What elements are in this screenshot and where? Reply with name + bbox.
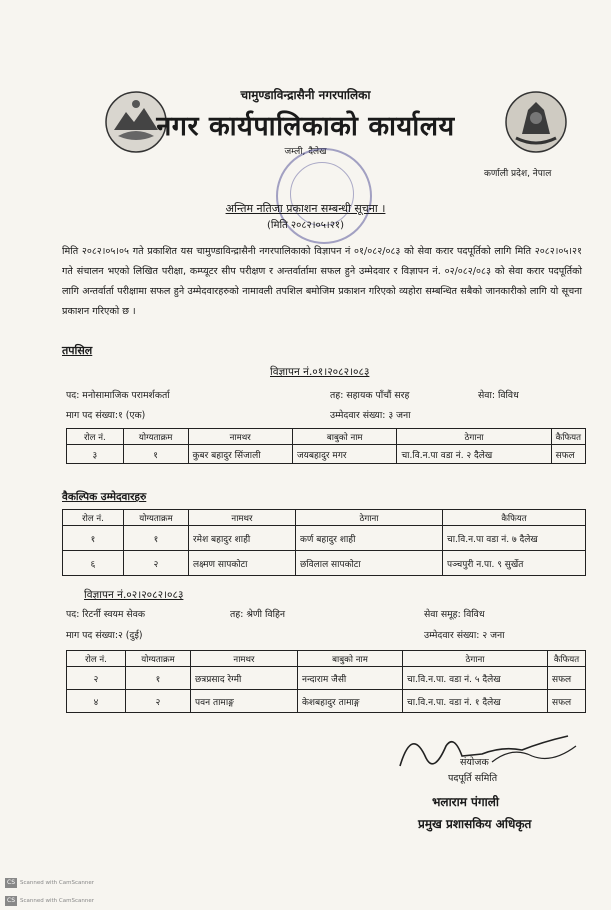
table-header-row [67,429,586,445]
cell: चा.वि.न.पा. वडा नं. ५ दैलेख [403,667,548,690]
notice-paragraph: मिति २०८२।०५।०५ गते प्रकाशित यस चामुण्डाविन्द्रासैनी नगरपालिकाको विज्ञापन नं ०१/०८२/०८३ को सेवा करार पदपूर्तिको लागि मिति २०८२।०५।२१ गते संचालन भएको लिखित परीक्षा, कम्प्यूटर सीप परीक्षण र अन्तर्वार्तामा सफल हुने उम्मेदवार र विज्ञापन नं. ०२/०८२/०८३ को सेवा करार पदपूर्तिको लागि अन्तर्वार्ता परीक्षामा सफल हुने उम्मेदवारहरुको नामावली तपशिल बमोजिम प्रकाशन गरिएको व्यहोरा सम्बन्धित सबैको जानकारीको लागि यो सूचना प्रकाशन गरिएको छ । [62,246,582,317]
col-header: नामथर [191,651,298,667]
col-header: ठेगाना [397,429,551,445]
cell: छत्रप्रसाद रेग्मी [191,667,298,690]
ad1-candidates: उम्मेदवार संख्या: ३ जना [330,410,411,421]
cell: केशबहादुर तामाङ्ग [298,690,403,713]
notice-title: अन्तिम नतिजा प्रकाशन सम्बन्धी सूचना । [225,202,386,215]
ad1-level: तह: सहायक पाँचौं सरह [330,390,410,401]
cell: १ [126,667,191,690]
col-header: नामथर [189,510,296,526]
col-header: रोल नं. [67,429,124,445]
office-address: जम्ली, दैलेख [284,147,327,157]
cell: लक्ष्मण सापकोटा [189,551,296,576]
ad2-service: सेवा समूह: विविध [424,609,485,620]
cell: छविलाल सापकोटा [296,551,443,576]
cell: सफल [548,667,586,690]
signatory-name: भलाराम पंगाली [432,795,499,809]
signature-role-committee: पदपूर्ति समिति [448,773,498,784]
cell: कुबर बहादुर सिंजाली [188,445,292,464]
cell: ४ [67,690,126,713]
cell: नन्दाराम जैसी [298,667,403,690]
province-label: कर्णाली प्रदेश, नेपाल [484,169,552,179]
table-row [63,551,586,576]
cell: २ [124,551,189,576]
ad2-heading: विज्ञापन नं.०२।२०८२।०८३ [84,589,184,601]
cell: १ [124,526,189,551]
cell: ६ [63,551,124,576]
col-header: रोल नं. [63,510,124,526]
col-header: कैफियत [551,429,585,445]
table-row [67,667,586,690]
cell: १ [63,526,124,551]
col-header: बाबुको नाम [298,651,403,667]
ad2-post: पद: रिटर्नी स्वयम सेवक [66,609,146,620]
cell: चा.वि.न.पा वडा नं. ७ दैलेख [443,526,586,551]
col-header: ठेगाना [296,510,443,526]
table-row [63,526,586,551]
table-row [67,690,586,713]
table-row [67,445,586,464]
cell: २ [67,667,126,690]
cell: २ [126,690,191,713]
camscanner-logo-icon: CS [7,897,15,904]
cell: चा.वि.न.पा. वडा नं. १ दैलेख [403,690,548,713]
cell: पवन तामाङ्ग [191,690,298,713]
ad1-post: पद: मनोसामाजिक परामर्शकर्ता [66,390,170,401]
cell: कर्ण बहादुर शाही [296,526,443,551]
cell: ३ [67,445,124,464]
cell: चा.वि.न.पा वडा नं. २ दैलेख [397,445,551,464]
col-header: कैफियत [548,651,586,667]
cell: रमेश बहादुर शाही [189,526,296,551]
ad1-table [66,428,586,464]
col-header: योग्यताक्रम [124,510,189,526]
cell: १ [123,445,188,464]
office-title: नगर कार्यपालिकाको कार्यालय [156,111,455,142]
cell: सफल [548,690,586,713]
scan-watermark: Scanned with CamScanner [20,898,94,904]
signatory-title: प्रमुख प्रशासकिय अधिकृत [418,817,532,831]
col-header: नामथर [188,429,292,445]
municipality-name: चामुण्डाविन्द्रासैनी नगरपालिका [240,88,371,102]
col-header: योग्यताक्रम [123,429,188,445]
col-header: रोल नं. [67,651,126,667]
cell: जयबहादुर मगर [292,445,397,464]
ad1-service: सेवा: विविध [478,390,519,401]
col-header: ठेगाना [403,651,548,667]
camscanner-logo-icon: CS [7,879,15,886]
col-header: बाबुको नाम [292,429,397,445]
cell: पञ्चपुरी न.पा. ९ सुर्खेत [443,551,586,576]
ad2-candidates: उम्मेदवार संख्या: २ जना [424,630,505,641]
cell: सफल [551,445,585,464]
alt-heading: वैकल्पिक उम्मेदवारहरु [62,491,147,503]
col-header: कैफियत [443,510,586,526]
ad2-table [66,650,586,713]
scan-watermark: Scanned with CamScanner [20,880,94,886]
ad1-heading: विज्ञापन नं.०१।२०८२।०८३ [270,366,370,378]
col-header: योग्यताक्रम [126,651,191,667]
ad1-demand: माग पद संख्या:१ (एक) [66,410,146,421]
table-header-row [67,651,586,667]
ad2-demand: माग पद संख्या:२ (दुई) [66,630,143,641]
alt-table [62,509,586,576]
tapsil-heading: तपसिल [62,344,93,357]
notice-date: (मिति २०८२।०५।२१) [266,220,345,231]
signature-role-coordinator: संयोजक [460,757,489,768]
ad2-level: तह: श्रेणी विहिन [230,609,286,620]
table-header-row [63,510,586,526]
